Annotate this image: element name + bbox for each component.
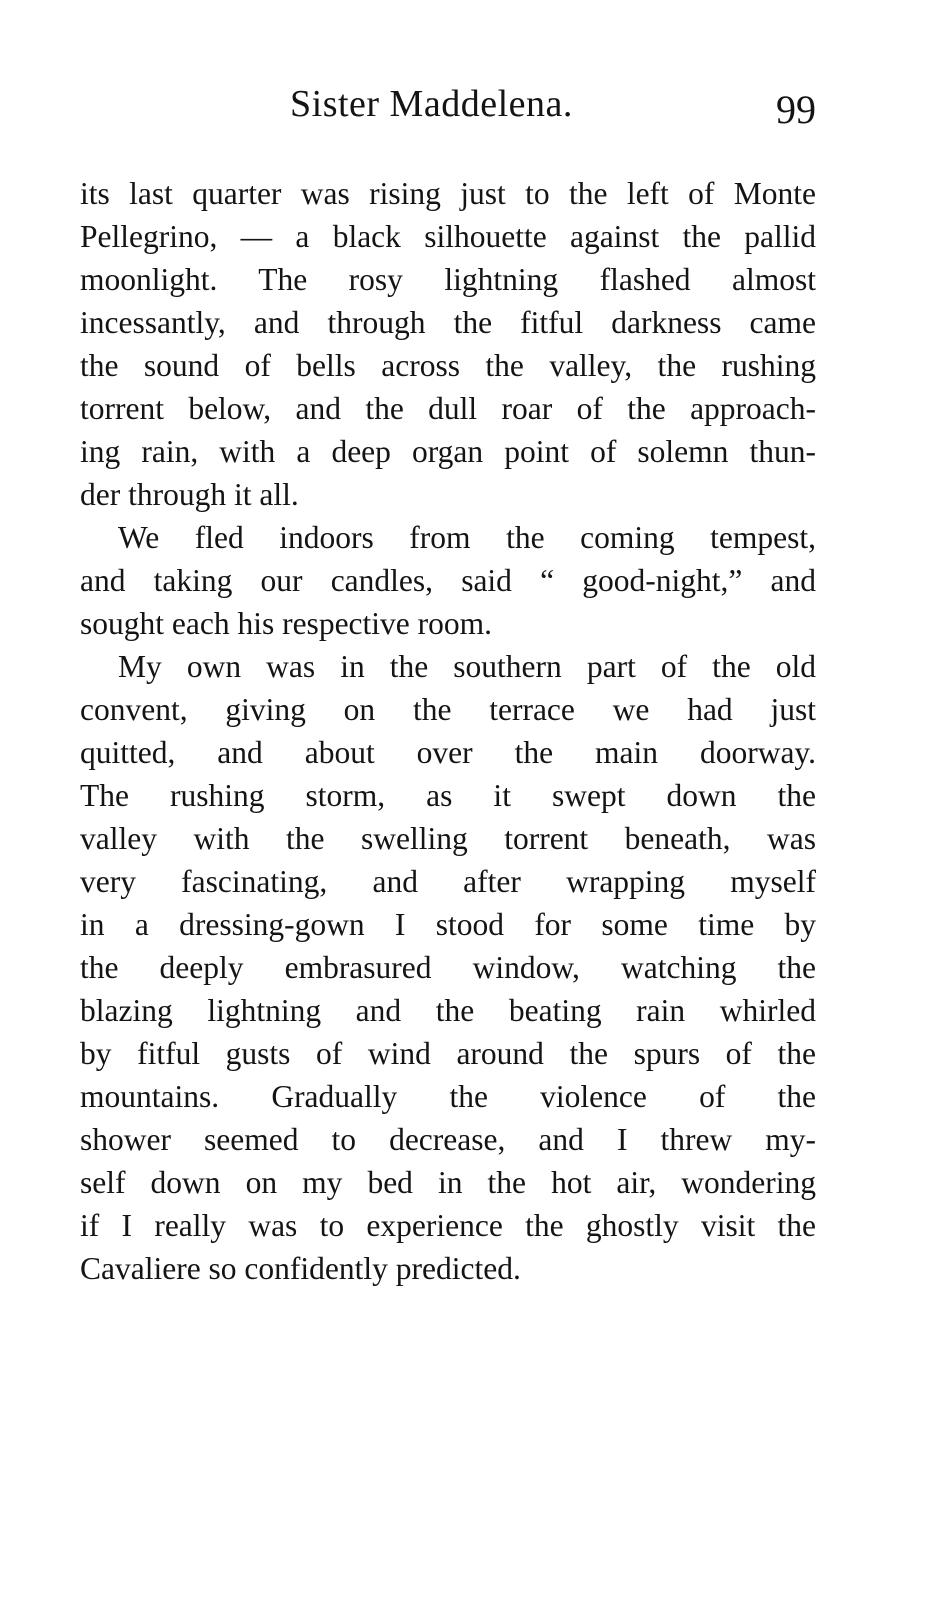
text-line: sought each his respective room.	[80, 606, 493, 641]
text-line: and taking our candles, said “ good-night,” and	[80, 563, 816, 598]
text-line: My own was in the southern part of the old	[118, 649, 816, 684]
text-line: the sound of bells across the valley, the rushing	[80, 348, 816, 383]
text-line: blazing lightning and the beating rain whirled	[80, 993, 816, 1028]
paragraph-1	[80, 172, 816, 516]
text-line: convent, giving on the terrace we had just	[80, 692, 816, 727]
text-line: Pellegrino, — a black silhouette against the pallid	[80, 219, 816, 254]
text-line: shower seemed to decrease, and I threw my-	[80, 1122, 816, 1157]
text-line: in a dressing-gown I stood for some time by	[80, 907, 816, 942]
text-line: by fitful gusts of wind around the spurs of the	[80, 1036, 816, 1071]
text-line: self down on my bed in the hot air, wondering	[80, 1165, 816, 1200]
paragraph-3	[80, 645, 816, 1290]
text-line: We fled indoors from the coming tempest,	[118, 520, 816, 555]
text-line: its last quarter was rising just to the left of Monte	[80, 176, 816, 211]
text-line: ing rain, with a deep organ point of solemn thun-	[80, 434, 816, 469]
text-line: very fascinating, and after wrapping myself	[80, 864, 816, 899]
paragraph-2	[80, 516, 816, 645]
text-line: torrent below, and the dull roar of the approach-	[80, 391, 816, 426]
text-line: if I really was to experience the ghostly visit the	[80, 1208, 816, 1243]
text-line: der through it all.	[80, 477, 299, 512]
text-line: mountains. Gradually the violence of the	[80, 1079, 816, 1114]
text-line: the deeply embrasured window, watching the	[80, 950, 816, 985]
running-title: Sister Maddelena.	[290, 83, 573, 125]
text-line: valley with the swelling torrent beneath, was	[80, 821, 816, 856]
text-line: moonlight. The rosy lightning flashed almost	[80, 262, 816, 297]
text-line: Cavaliere so confidently predicted.	[80, 1251, 521, 1286]
text-line: quitted, and about over the main doorway.	[80, 735, 816, 770]
page-number: 99	[776, 87, 816, 132]
text-line: incessantly, and through the fitful darkness came	[80, 305, 816, 340]
body-text	[80, 172, 816, 1290]
text-line: The rushing storm, as it swept down the	[80, 778, 816, 813]
running-head	[80, 82, 816, 138]
